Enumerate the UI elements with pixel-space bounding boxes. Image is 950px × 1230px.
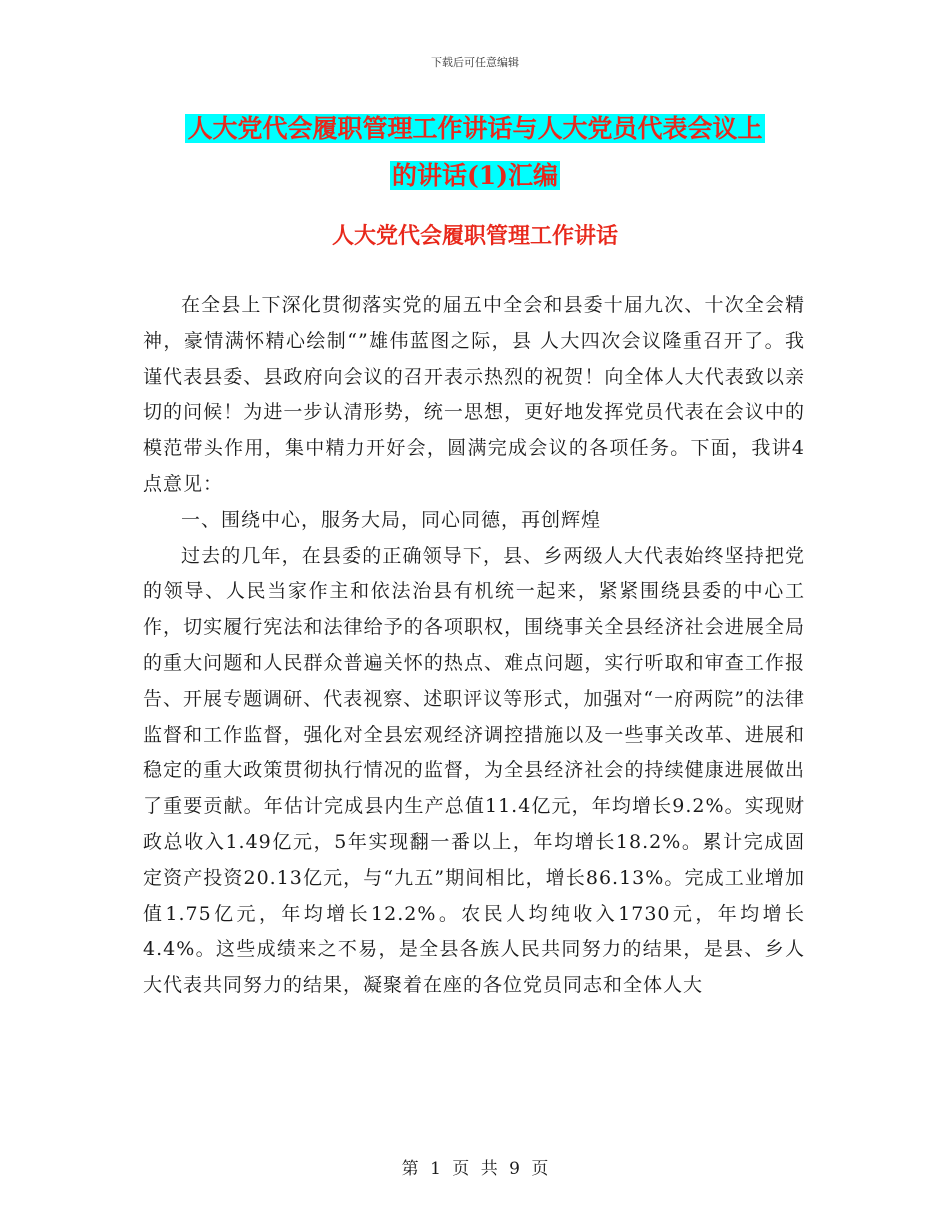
document-title-text-2: 的讲话(1)汇编 (391, 161, 559, 190)
body-text (143, 288, 805, 1004)
paragraph: 过去的几年，在县委的正确领导下，县、乡两级人大代表始终坚持把党的领导、人民当家作主和依法治县有机统一起来，紧紧围绕县委的中心工作，切实履行宪法和法律给予的各项职权，围绕事关全县经济社会进展全局的重大问题和人民群众普遍关怀的热点、难点问题，实行听取和审查工作报告、开展专题调研、代表视察、述职评议等形式，加强对“一府两院”的法律监督和工作监督，强化对全县宏观经济调控措施以及一些事关改革、进展和稳定的重大政策贯彻执行情况的监督，为全县经济社会的持续健康进展做出了重要贡献。年估计完成县内生产总值11.4亿元，年均增长9.2%。实现财政总收入1.49亿元，5年实现翻一番以上，年均增长18.2%。累计完成固定资产投资20.13亿元，与“九五”期间相比，增长86.13%。完成工业增加值1.75亿元，年均增长12.2%。农民人均纯收入1730元，年均增长4.4%。这些成绩来之不易，是全县各族人民共同努力的结果，是县、乡人大代表共同努力的结果，凝聚着在座的各位党员同志和全体人大 (143, 544, 805, 997)
paragraph: 在全县上下深化贯彻落实党的届五中全会和县委十届九次、十次全会精神，豪情满怀精心绘制“”雄伟蓝图之际，县 人大四次会议隆重召开了。我谨代表县委、县政府向会议的召开表示热烈的祝贺！向全体人大代表致以亲切的问候！为进一步认清形势，统一思想，更好地发挥党员代表在会议中的模范带头作用，集中精力开好会，圆满完成会议的各项任务。下面，我讲4点意见： (143, 294, 805, 495)
header-note: 下载后可任意编辑 (431, 56, 519, 69)
section-title: 人大党代会履职管理工作讲话 (331, 223, 618, 249)
document-title-line-1 (140, 110, 810, 148)
page-footer: 第 1 页 共 9 页 (401, 1159, 549, 1179)
document-title-line-2 (140, 157, 810, 195)
paragraph-heading: 一、围绕中心，服务大局，同心同德，再创辉煌 (181, 508, 602, 531)
document-title-text-1: 人大党代会履职管理工作讲话与人大党员代表会议上 (187, 114, 763, 143)
